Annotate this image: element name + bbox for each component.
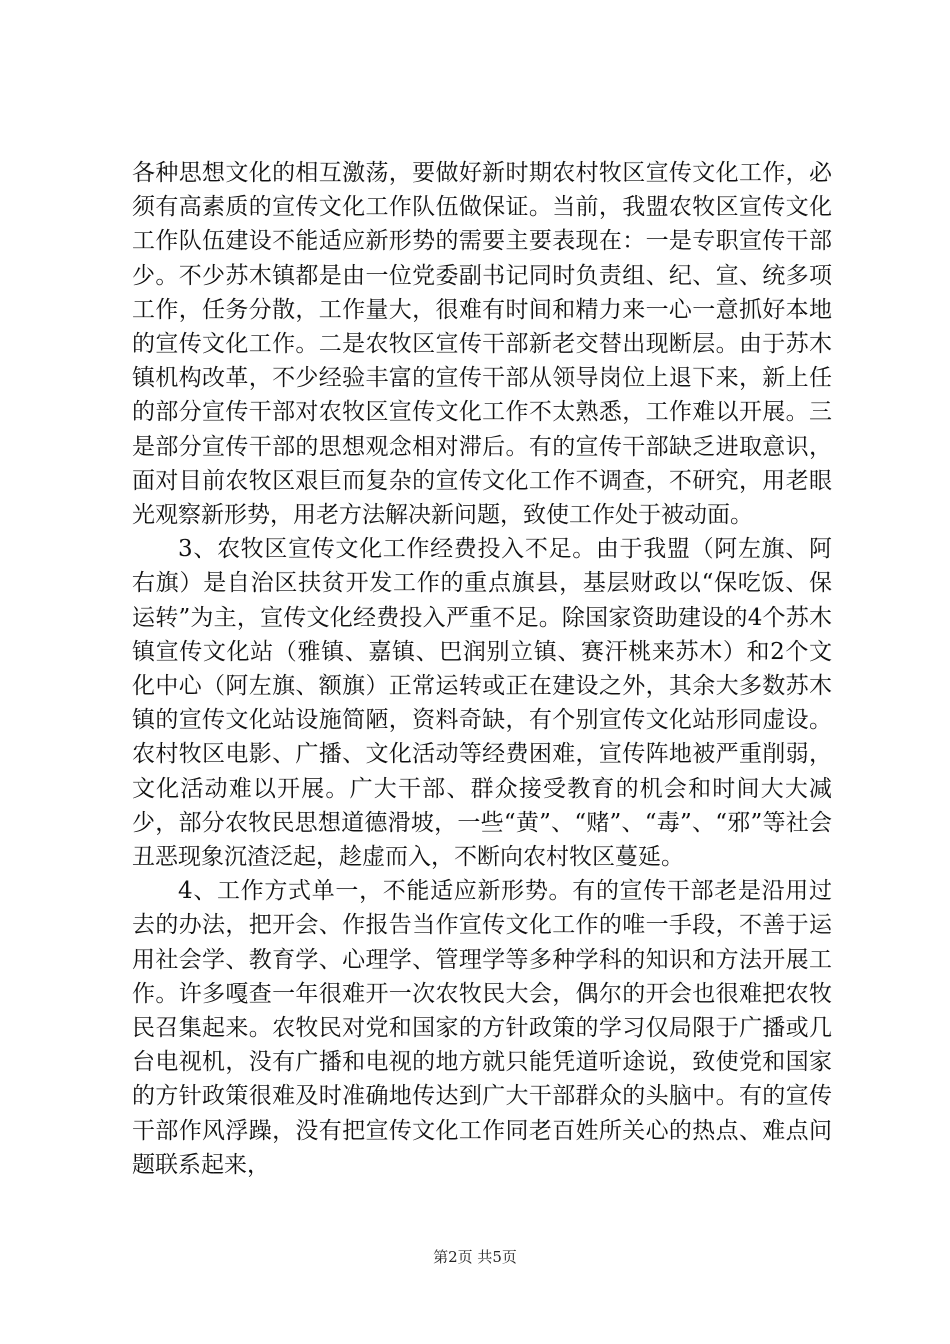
paragraph-continued: 各种思想文化的相互激荡，要做好新时期农村牧区宣传文化工作，必须有高素质的宣传文化工作队伍做保证。当前，我盟农牧区宣传文化工作队伍建设不能适应新形势的需要主要表现在：一是专职宣传干部少。不少苏木镇都是由一位党委副书记同时负责组、纪、宣、统多项工作，任务分散，工作量大，很难有时间和精力来一心一意抓好本地的宣传文化工作。二是农牧区宣传干部新老交替出现断层。由于苏木镇机构改革，不少经验丰富的宣传干部从领导岗位上退下来，新上任的部分宣传干部对农牧区宣传文化工作不太熟悉，工作难以开展。三是部分宣传干部的思想观念相对滞后。有的宣传干部缺乏进取意识，面对目前农牧区艰巨而复杂的宣传文化工作不调查，不研究，用老眼光观察新形势，用老方法解决新问题，致使工作处于被动面。 [132,160,832,529]
paragraph-3: 3、农牧区宣传文化工作经费投入不足。由于我盟（阿左旗、阿右旗）是自治区扶贫开发工作的重点旗县，基层财政以“保吃饭、保运转”为主，宣传文化经费投入严重不足。除国家资助建设的4个苏木镇宣传文化站（雅镇、嘉镇、巴润别立镇、赛汗桃来苏木）和2个文化中心（阿左旗、额旗）正常运转或正在建设之外，其余大多数苏木镇的宣传文化站设施简陋，资料奇缺，有个别宣传文化站形同虚设。农村牧区电影、广播、文化活动等经费困难，宣传阵地被严重削弱，文化活动难以开展。广大干部、群众接受教育的机会和时间大大减少，部分农牧民思想道德滑坡，一些“黄”、“赌”、“毒”、“邪”等社会丑恶现象沉渣泛起，趁虚而入，不断向农村牧区蔓延。 [132,536,832,871]
paragraph-4: 4、工作方式单一，不能适应新形势。有的宣传干部老是沿用过去的办法，把开会、作报告当作宣传文化工作的唯一手段，不善于运用社会学、教育学、心理学、管理学等多种学科的知识和方法开展工作。许多嘎查一年很难开一次农牧民大会，偶尔的开会也很难把农牧民召集起来。农牧民对党和国家的方针政策的学习仅局限于广播或几台电视机，没有广播和电视的地方就只能凭道听途说，致使党和国家的方针政策很难及时准确地传达到广大干部群众的头脑中。有的宣传干部作风浮躁，没有把宣传文化工作同老百姓所关心的热点、难点问题联系起来， [132,878,832,1178]
page-footer [0,1246,950,1267]
document-body [132,156,832,1182]
page-number: 第2页 共5页 [433,1248,517,1266]
